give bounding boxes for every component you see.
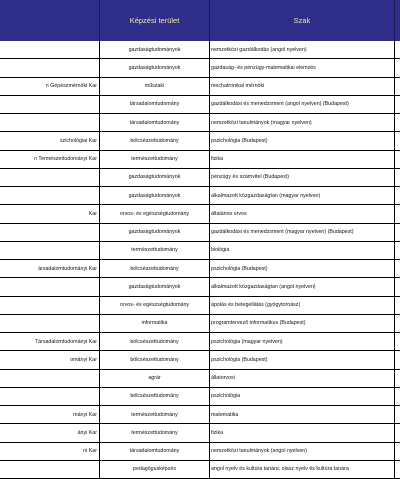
- kepzesi-terulet-cell[interactable]: bölcsészettudomány: [100, 132, 210, 149]
- extra-cell[interactable]: [395, 78, 400, 95]
- kepzesi-terulet-cell[interactable]: gazdaságtudományok: [100, 278, 210, 295]
- kar-cell[interactable]: n Természettudományi Kar: [0, 151, 100, 168]
- kar-cell[interactable]: ományi Kar: [0, 351, 100, 368]
- extra-cell[interactable]: [395, 424, 400, 441]
- kar-cell[interactable]: szichológiai Kar: [0, 132, 100, 149]
- extra-cell[interactable]: [395, 406, 400, 423]
- kepzesi-terulet-cell[interactable]: gazdaságtudományok: [100, 169, 210, 186]
- kepzesi-terulet-cell[interactable]: pedagógusképzés: [100, 461, 210, 478]
- kar-cell[interactable]: [0, 370, 100, 387]
- kar-cell[interactable]: mányi Kar: [0, 406, 100, 423]
- kar-cell[interactable]: ányi Kar: [0, 424, 100, 441]
- kepzesi-terulet-cell[interactable]: társadalomtudomány: [100, 114, 210, 131]
- kepzesi-terulet-cell[interactable]: bölcsészettudomány: [100, 351, 210, 368]
- table-row: [0, 96, 400, 114]
- extra-cell[interactable]: [395, 297, 400, 314]
- kepzesi-terulet-cell[interactable]: természettudomány: [100, 151, 210, 168]
- extra-cell[interactable]: [395, 151, 400, 168]
- szak-cell[interactable]: nemzetközi gazdálkodás (angol nyelven): [210, 41, 395, 58]
- table-row: [0, 205, 400, 223]
- szak-cell[interactable]: pszichológia (Budapest): [210, 351, 395, 368]
- table-row: [0, 41, 400, 59]
- szak-cell[interactable]: fizika: [210, 424, 395, 441]
- extra-cell[interactable]: [395, 351, 400, 368]
- table-row: [0, 297, 400, 315]
- kepzesi-terulet-cell[interactable]: informatika: [100, 315, 210, 332]
- szak-cell[interactable]: pszichológia: [210, 388, 395, 405]
- extra-cell[interactable]: [395, 224, 400, 241]
- kepzesi-terulet-cell[interactable]: természettudomány: [100, 406, 210, 423]
- kar-cell[interactable]: [0, 41, 100, 58]
- kepzesi-terulet-cell[interactable]: gazdaságtudományok: [100, 41, 210, 58]
- kepzesi-terulet-cell[interactable]: természettudomány: [100, 242, 210, 259]
- header-col-kepzesi-terulet[interactable]: Képzési terület: [100, 0, 210, 41]
- kar-cell[interactable]: [0, 461, 100, 478]
- header-col-extra[interactable]: [395, 0, 400, 41]
- table-row: [0, 424, 400, 442]
- table-row: [0, 151, 400, 169]
- table-row: [0, 169, 400, 187]
- szak-cell[interactable]: pszichológia (magyar nyelven): [210, 333, 395, 350]
- kar-cell[interactable]: [0, 114, 100, 131]
- extra-cell[interactable]: [395, 388, 400, 405]
- kar-cell[interactable]: [0, 315, 100, 332]
- table-row: [0, 443, 400, 461]
- szak-cell[interactable]: fizika: [210, 151, 395, 168]
- extra-cell[interactable]: [395, 278, 400, 295]
- table-row: [0, 114, 400, 132]
- extra-cell[interactable]: [395, 333, 400, 350]
- header-row: [0, 0, 400, 41]
- kepzesi-terulet-cell[interactable]: agrár: [100, 370, 210, 387]
- table-row: [0, 187, 400, 205]
- extra-cell[interactable]: [395, 315, 400, 332]
- szak-cell[interactable]: általános orvos: [210, 205, 395, 222]
- kepzesi-terulet-cell[interactable]: bölcsészettudomány: [100, 260, 210, 277]
- kar-cell[interactable]: [0, 297, 100, 314]
- kar-cell[interactable]: [0, 187, 100, 204]
- table-row: [0, 224, 400, 242]
- extra-cell[interactable]: [395, 169, 400, 186]
- szak-cell[interactable]: alkalmazott közgazdaságtan (angol nyelven): [210, 278, 395, 295]
- kepzesi-terulet-cell[interactable]: társadalomtudomány: [100, 96, 210, 113]
- table-row: [0, 278, 400, 296]
- szak-cell[interactable]: pszichológia (Budapest): [210, 260, 395, 277]
- table-row: [0, 260, 400, 278]
- szak-cell[interactable]: matematika: [210, 406, 395, 423]
- szak-cell[interactable]: pénzügy és számvitel (Budapest): [210, 169, 395, 186]
- header-col-szak[interactable]: Szak: [210, 0, 395, 41]
- kar-cell[interactable]: ársadalomtudományi Kar: [0, 260, 100, 277]
- kar-cell[interactable]: [0, 388, 100, 405]
- kepzesi-terulet-cell[interactable]: természettudomány: [100, 424, 210, 441]
- table-row: [0, 388, 400, 406]
- szak-cell[interactable]: pszichológia (Budapest): [210, 132, 395, 149]
- szak-cell[interactable]: állatorvosi: [210, 370, 395, 387]
- kepzesi-terulet-cell[interactable]: műszaki: [100, 78, 210, 95]
- extra-cell[interactable]: [395, 260, 400, 277]
- szak-cell[interactable]: angol nyelv és kultúra tanára; olasz nyelv és kultúra tanára: [210, 461, 395, 478]
- extra-cell[interactable]: [395, 41, 400, 58]
- extra-cell[interactable]: [395, 59, 400, 76]
- table-row: [0, 78, 400, 96]
- kar-cell[interactable]: Társadalomtudományi Kar: [0, 333, 100, 350]
- extra-cell[interactable]: [395, 96, 400, 113]
- table-row: [0, 242, 400, 260]
- kar-cell[interactable]: [0, 59, 100, 76]
- kar-cell[interactable]: [0, 224, 100, 241]
- kar-cell[interactable]: n Gépészmérnöki Kar: [0, 78, 100, 95]
- extra-cell[interactable]: [395, 443, 400, 460]
- szak-cell[interactable]: gazdálkodási és menedzsment (angol nyelven) (Budapest): [210, 96, 395, 113]
- kar-cell[interactable]: [0, 96, 100, 113]
- table-row: [0, 461, 400, 479]
- szak-cell[interactable]: gazdálkodási és menedzsment (magyar nyelven) (Budapest): [210, 224, 395, 241]
- extra-cell[interactable]: [395, 242, 400, 259]
- extra-cell[interactable]: [395, 370, 400, 387]
- kepzesi-terulet-cell[interactable]: gazdaságtudományok: [100, 59, 210, 76]
- kepzesi-terulet-cell[interactable]: bölcsészettudomány: [100, 388, 210, 405]
- extra-cell[interactable]: [395, 461, 400, 478]
- szak-cell[interactable]: biológia: [210, 242, 395, 259]
- szak-cell[interactable]: nemzetközi tanulmányok (magyar nyelven): [210, 114, 395, 131]
- table-body: [0, 41, 400, 479]
- kepzesi-terulet-cell[interactable]: orvos- és egészségtudomány: [100, 297, 210, 314]
- kar-cell[interactable]: [0, 278, 100, 295]
- kepzesi-terulet-cell[interactable]: bölcsészettudomány: [100, 333, 210, 350]
- table-row: [0, 315, 400, 333]
- table-row: [0, 59, 400, 77]
- kepzesi-terulet-cell[interactable]: orvos- és egészségtudomány: [100, 205, 210, 222]
- szak-cell[interactable]: nemzetközi tanulmányok (angol nyelven): [210, 443, 395, 460]
- extra-cell[interactable]: [395, 114, 400, 131]
- header-col-kar[interactable]: [0, 0, 100, 41]
- table-row: [0, 406, 400, 424]
- kepzesi-terulet-cell[interactable]: gazdaságtudományok: [100, 224, 210, 241]
- table-row: [0, 351, 400, 369]
- extra-cell[interactable]: [395, 187, 400, 204]
- kar-cell[interactable]: ni Kar: [0, 443, 100, 460]
- kar-cell[interactable]: Kar: [0, 205, 100, 222]
- kepzesi-terulet-cell[interactable]: társadalomtudomány: [100, 443, 210, 460]
- extra-cell[interactable]: [395, 205, 400, 222]
- szak-cell[interactable]: mechatronikai mérnöki: [210, 78, 395, 95]
- kar-cell[interactable]: [0, 242, 100, 259]
- szak-cell[interactable]: ápolás és betegellátás (gyógytornász): [210, 297, 395, 314]
- table-row: [0, 333, 400, 351]
- extra-cell[interactable]: [395, 132, 400, 149]
- szak-cell[interactable]: gazdaság- és pénzügy-matematikai elemzés: [210, 59, 395, 76]
- szak-cell[interactable]: programtervező informatikus (Budapest): [210, 315, 395, 332]
- table-row: [0, 132, 400, 150]
- szak-cell[interactable]: alkalmazott közgazdaságtan (magyar nyelven): [210, 187, 395, 204]
- kepzesi-terulet-cell[interactable]: gazdaságtudományok: [100, 187, 210, 204]
- table-row: [0, 370, 400, 388]
- kar-cell[interactable]: [0, 169, 100, 186]
